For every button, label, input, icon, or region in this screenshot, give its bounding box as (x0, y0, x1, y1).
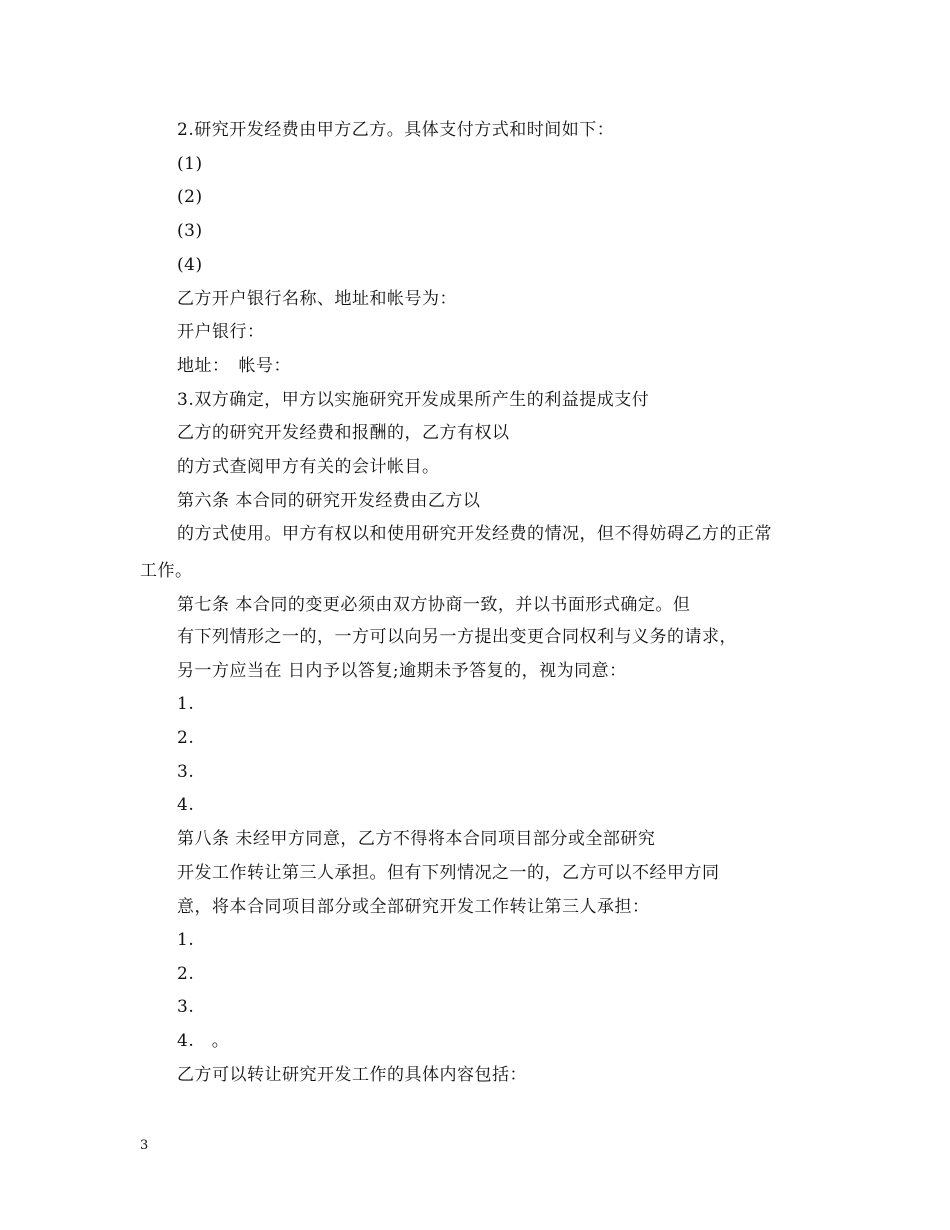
list-item: 1. (177, 930, 195, 950)
list-item: 3. (177, 762, 195, 782)
list-item: 4. (177, 795, 195, 815)
paragraph-line: 另一方应当在 日内予以答复;逾期未予答复的，视为同意： (177, 661, 627, 681)
paragraph-line: 开户银行： (177, 322, 265, 342)
list-item: (2) (177, 187, 203, 207)
paragraph-line: 意，将本合同项目部分或全部研究开发工作转让第三人承担： (177, 897, 650, 917)
article-heading: 第七条 本合同的变更必须由双方协商一致，并以书面形式确定。但 (177, 595, 691, 615)
list-item: (3) (177, 221, 203, 241)
article-heading: 第八条 未经甲方同意，乙方不得将本合同项目部分或全部研究 (177, 829, 656, 849)
page-number: 3 (140, 1138, 149, 1153)
paragraph-line: 乙方可以转让研究开发工作的具体内容包括： (177, 1065, 527, 1085)
list-item: 3. (177, 997, 195, 1017)
paragraph-line: 乙方开户银行名称、地址和帐号为： (177, 289, 457, 309)
paragraph-line: 工作。 (140, 561, 193, 581)
paragraph-line: 3.双方确定，甲方以实施研究开发成果所产生的利益提成支付 (177, 390, 650, 410)
paragraph-line: 乙方的研究开发经费和报酬的，乙方有权以 (177, 423, 510, 443)
list-item: (4) (177, 255, 203, 275)
list-item: (1) (177, 154, 203, 174)
article-heading: 第六条 本合同的研究开发经费由乙方以 (177, 491, 481, 511)
paragraph-line: 开发工作转让第三人承担。但有下列情况之一的，乙方可以不经甲方同 (177, 863, 720, 883)
list-item: 2. (177, 964, 195, 984)
paragraph-line: 有下列情形之一的，一方可以向另一方提出变更合同权利与义务的请求， (177, 627, 737, 647)
paragraph-line: 的方式使用。甲方有权以和使用研究开发经费的情况，但不得妨碍乙方的正常 (177, 524, 772, 544)
list-item: 2. (177, 728, 195, 748)
paragraph-line: 的方式查阅甲方有关的会计帐目。 (177, 457, 440, 477)
paragraph-line: 2.研究开发经费由甲方乙方。具体支付方式和时间如下： (177, 120, 615, 140)
paragraph-line: 地址： 帐号： (177, 356, 291, 376)
list-item: 1. (177, 694, 195, 714)
list-item: 4. 。 (177, 1031, 230, 1051)
